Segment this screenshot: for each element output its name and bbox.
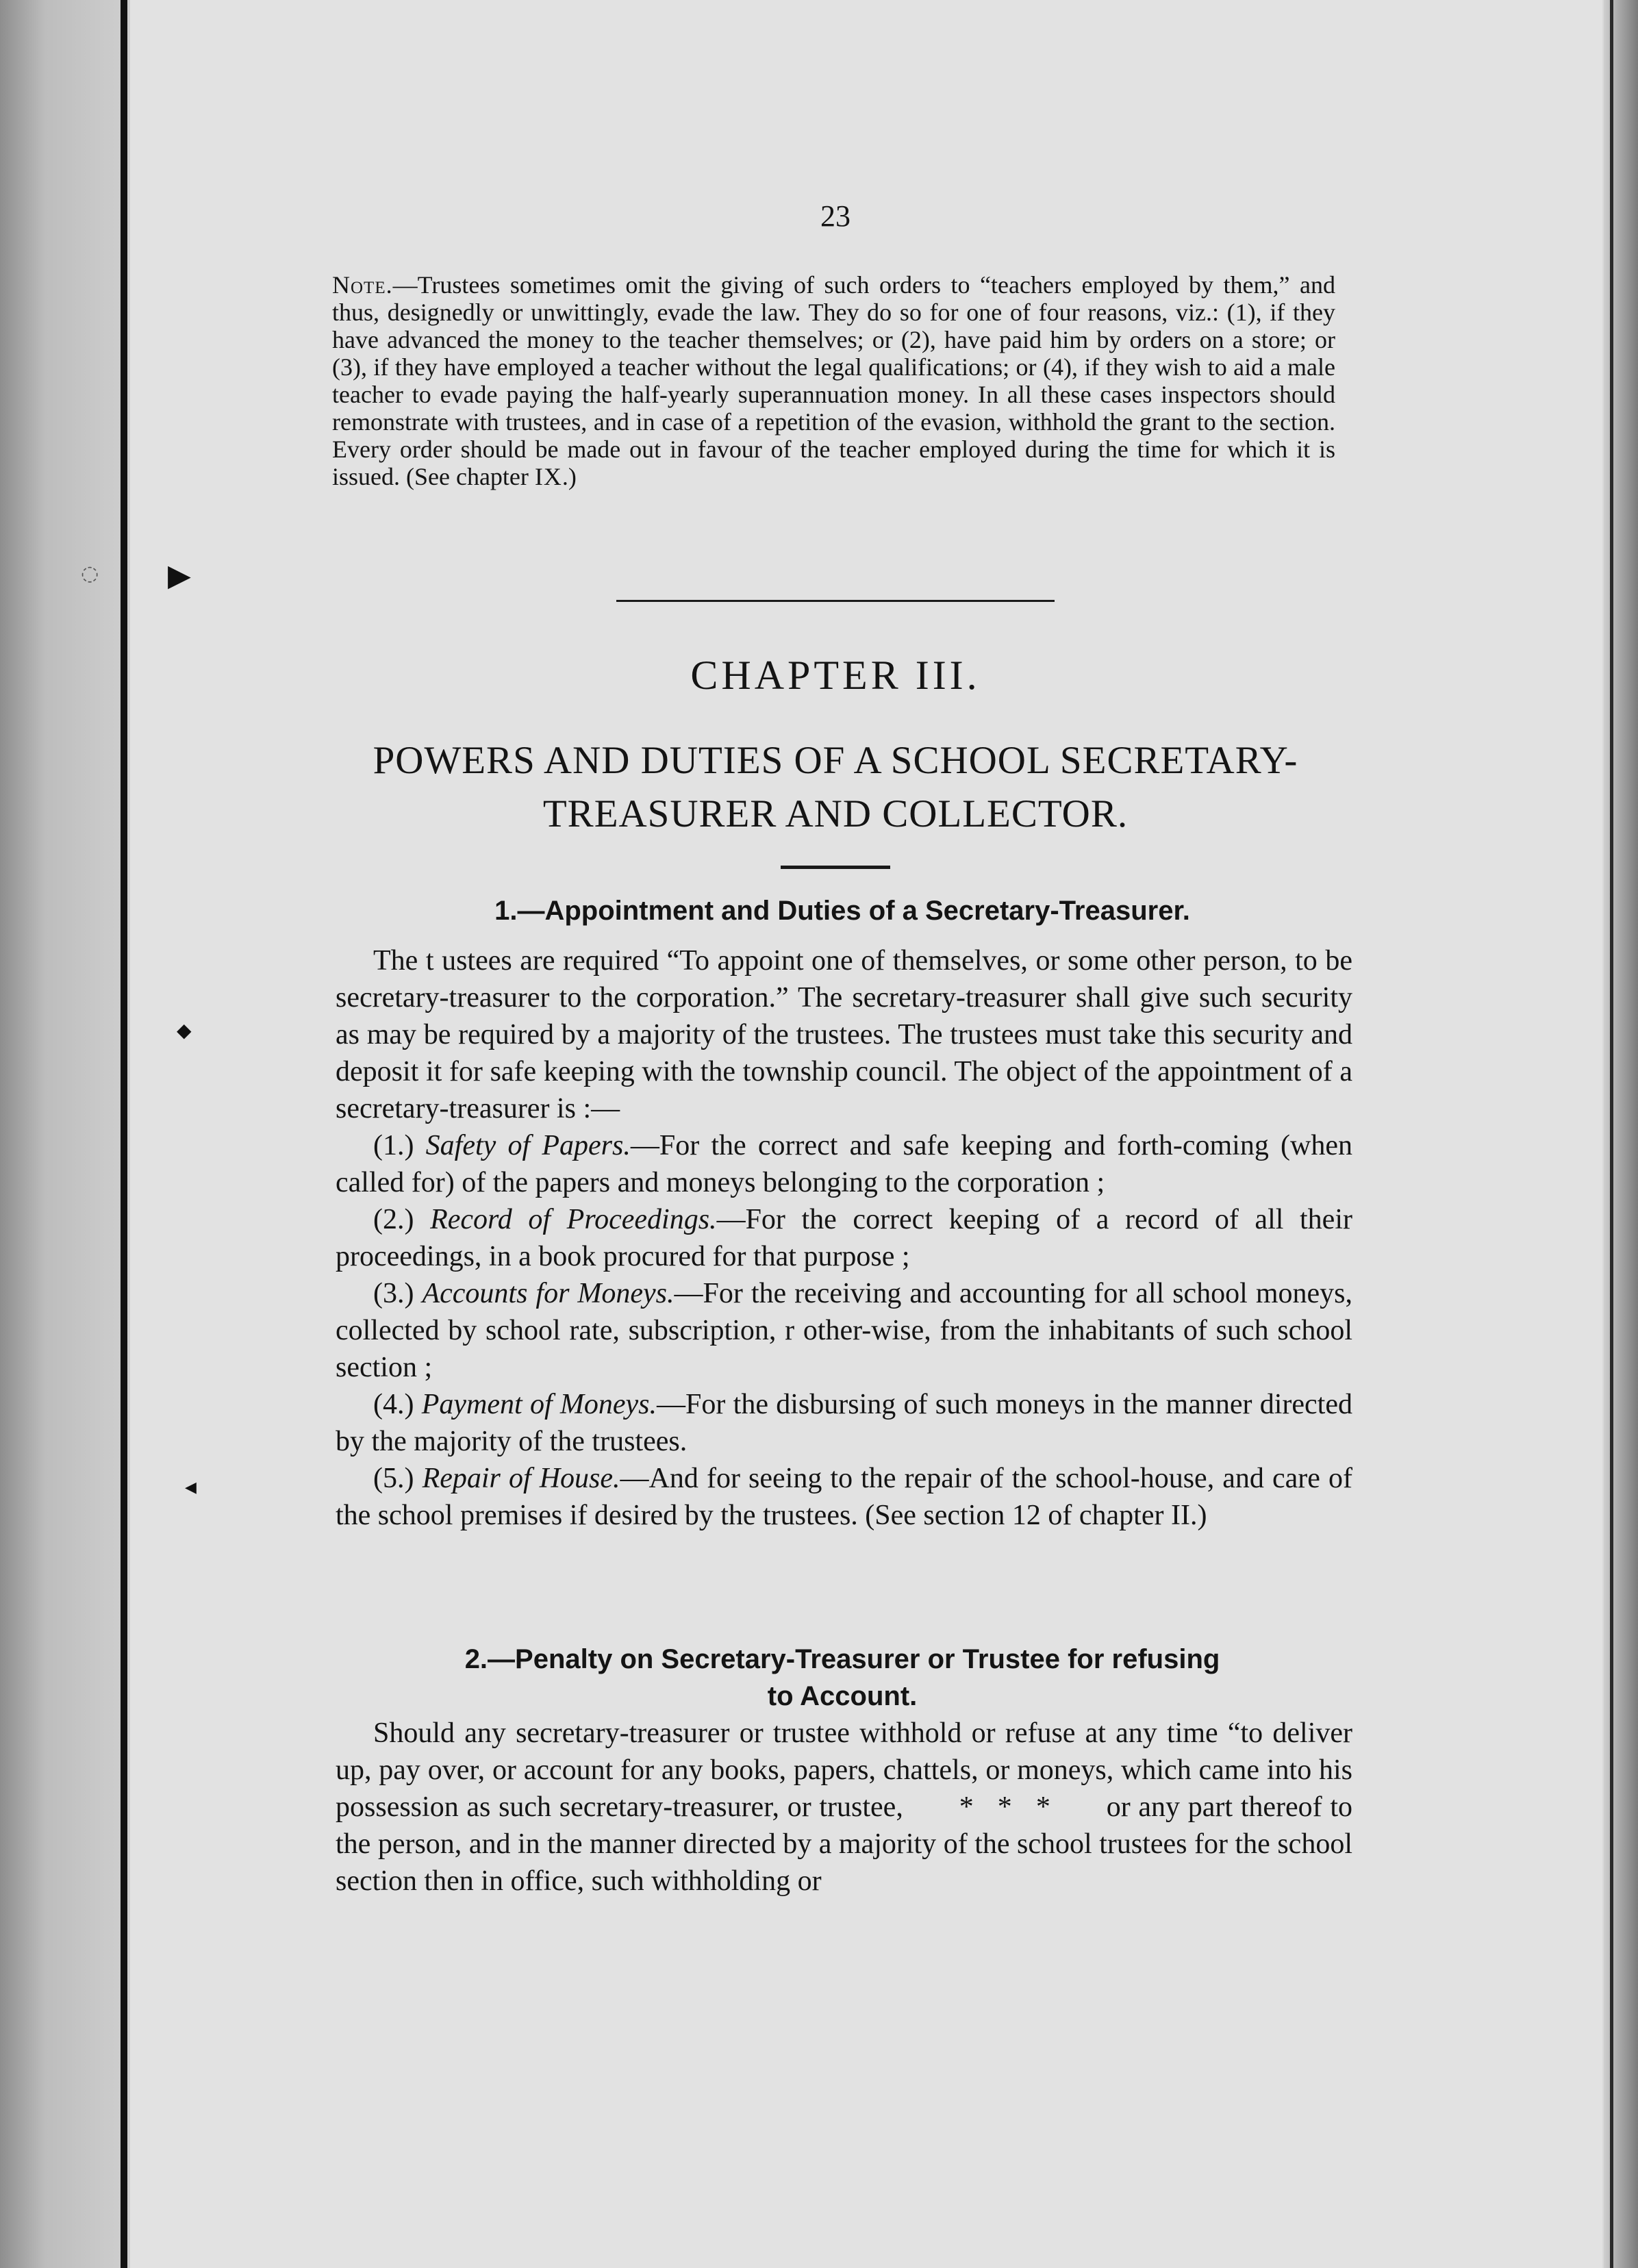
section2-text-before: Should any secretary-treasurer or trustee withhold or refuse at any time “to deliver up, pay over, or account for any books, papers, chattels, or moneys, which came into his possession as such secretary-treasurer, or trustee, [336,1717,1352,1823]
item-number: (5.) [373,1463,423,1494]
note-paragraph [332,271,1335,490]
right-edge-line [1610,0,1613,2268]
item-text: —For the disbursing of such moneys in the manner directed by the majority of the trustees. [336,1389,1352,1457]
binding-edge-line [121,0,127,2268]
list-item [336,1201,1352,1275]
section-divider-rule [616,600,1055,602]
scan-mark-dash: ◀ [185,1479,197,1496]
ellipsis-stars: * * * [959,1791,1050,1823]
section2-paragraph [336,1715,1352,1900]
list-item [336,1386,1352,1460]
section2-heading-line1: 2.—Penalty on Secretary-Treasurer or Trustee for refusing [464,1644,1220,1674]
scan-left-margin [0,0,130,2268]
item-label: Safety of Papers. [425,1130,631,1161]
item-label: Payment of Moneys. [421,1389,657,1420]
item-label: Repair of House. [422,1463,620,1494]
scan-right-margin [1604,0,1638,2268]
scan-mark-arrow: ▶ [168,558,191,593]
note-text: —Trustees sometimes omit the giving of such orders to “teachers employed by them,” and thus, designedly or unwittingly, evade the law. They do so for one of four reasons, viz.: (1), if they have advanced the money to the teacher themselves; or (2), have paid him by orders on a store; or (3), if they have employed a teacher without the legal qualifications; or (4), if they wish to aid a male teacher to evade paying the half-yearly superannuation money. In all these cases inspectors should remonstrate with trustees, and in case of a repetition of the evasion, withhold the grant to the section. Every order should be made out in favour of the teacher employed during the time for which it is issued. (See chapter [332,271,1335,490]
item-text: —For the correct and safe keeping and forth-coming (when called for) of the papers and moneys belonging to the corporation ; [336,1130,1353,1198]
chapter-divider-rule [781,866,890,869]
item-label: Accounts for Moneys. [422,1278,675,1309]
section2-text-after: or any part thereof to the person, and in the manner directed by a majority of the school trustees for the school section then in office, such withholding or [336,1791,1353,1897]
item-text: —For the correct keeping of a record of all their proceedings, in a book procured for that purpose ; [336,1204,1352,1272]
item-text: —And for seeing to the repair of the school-house, and care of the school premises if desired by the trustees. (See section 12 of chapter II.) [336,1463,1352,1531]
section1-intro: The t ustees are required “To appoint one of themselves, or some other person, to be secretary-treasurer to the corporation.” The secretary-treasurer shall give such security as may be required by a majority of the trustees. The trustees must take this security and deposit it for safe keeping with the township council. The object of the appointment of a secretary-treasurer is :— [336,945,1352,1124]
chapter-subtitle [288,734,1383,841]
chapter-subtitle-line2: TREASURER AND COLLECTOR. [542,792,1129,835]
page-number: 23 [820,199,850,233]
scan-mark-ring: ◌ [81,562,99,585]
scan-mark-diamond: ◆ [177,1019,192,1042]
section2-body [336,1715,1352,1900]
note-chapter-ref: IX [534,463,562,490]
item-number: (1.) [373,1130,426,1161]
item-number: (3.) [373,1278,423,1309]
chapter-subtitle-line1: POWERS AND DUTIES OF A SCHOOL SECRETARY- [373,739,1298,782]
item-text: —For the receiving and accounting for all school moneys, collected by school rate, subscription, r other-wise, from the inhabitants of such school section ; [336,1278,1352,1383]
note-lead: Note. [332,271,393,299]
section2-heading-line2: to Account. [767,1681,918,1711]
item-label: Record of Proceedings. [430,1204,717,1235]
section2-heading [329,1641,1356,1715]
list-item [336,1275,1352,1386]
note-tail: .) [562,463,577,490]
list-item [336,1127,1352,1201]
item-number: (4.) [373,1389,422,1420]
section1-body [336,942,1352,1534]
chapter-title: CHAPTER III. [690,653,981,698]
section1-heading: 1.—Appointment and Duties of a Secretary-Treasurer. [494,896,1190,926]
item-number: (2.) [373,1204,431,1235]
list-item [336,1460,1352,1534]
